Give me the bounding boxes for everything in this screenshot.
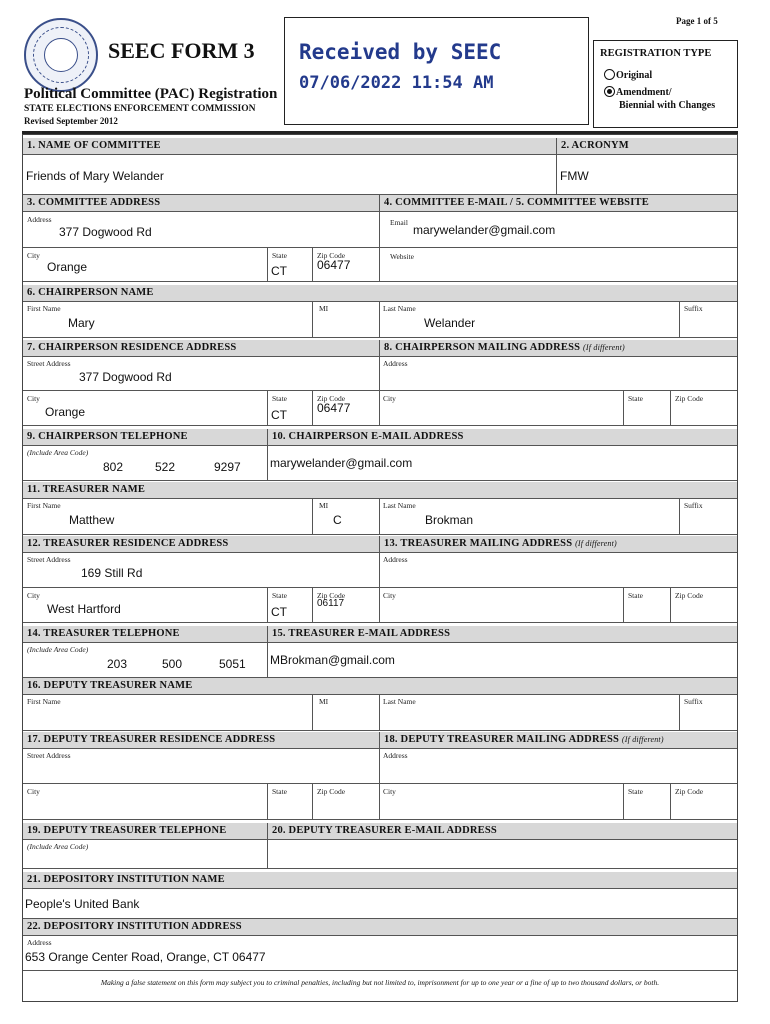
depository-address-field[interactable] [23,936,737,971]
section-14-header: 14. TREASURER TELEPHONE [23,626,268,643]
treasurer-mailing-state-field[interactable] [624,588,671,623]
treasurer-last-name-field[interactable] [380,499,680,535]
deputy-mailing-city-field[interactable] [380,784,624,820]
chair-last-name-field[interactable] [380,302,680,338]
deputy-city-field[interactable] [23,784,268,820]
deputy-mailing-state-field[interactable] [624,784,671,820]
registration-type-box [593,40,738,128]
depository-name-value: People's United Bank [25,897,140,911]
chair-first-name-field[interactable] [23,302,313,338]
section-21-header: 21. DEPOSITORY INSTITUTION NAME [23,872,737,889]
suffix-label: Suffix [684,501,703,510]
treasurer-first-name-field[interactable] [23,499,313,535]
address-label: Address [383,555,408,564]
chair-mailing-state-field[interactable] [624,391,671,426]
chair-mailing-zip-field[interactable] [671,391,737,426]
treasurer-zip-field[interactable] [313,588,380,623]
deputy-suffix-field[interactable] [680,695,737,731]
state-label: State [272,787,287,796]
treasurer-phone-field[interactable] [23,643,268,678]
section-2-header: 2. ACRONYM [557,138,737,155]
state-label: State [628,591,643,600]
treasurer-phone-area: 203 [107,657,128,671]
deputy-email-field[interactable] [268,840,737,869]
false-statement-disclaimer: Making a false statement on this form may subject you to criminal penalties, including but not limited to, imprisonment for up to one year or a fine of up to two thousand dollars, or both. [100,978,660,987]
deputy-phone-field[interactable] [23,840,268,869]
state-label: State [628,394,643,403]
last-name-label: Last Name [383,697,416,706]
radio-unselected-icon[interactable] [604,69,615,80]
committee-email-field[interactable] [380,212,737,248]
section-18-header: 18. DEPUTY TREASURER MAILING ADDRESS (If different) [380,732,737,749]
city-label: City [27,394,40,403]
state-label: State [628,787,643,796]
state-label: State [272,394,287,403]
depository-name-field[interactable] [23,889,737,919]
chair-street-field[interactable] [23,357,380,391]
city-label: City [383,591,396,600]
treasurer-email-value: MBrokman@gmail.com [270,653,395,667]
treasurer-mi-value: C [333,513,342,527]
registration-option-original[interactable]: Original [604,69,652,82]
first-name-label: First Name [27,501,61,510]
section-13-header: 13. TREASURER MAILING ADDRESS (If different) [380,536,737,553]
address-label: Address [383,359,408,368]
section-8-header: 8. CHAIRPERSON MAILING ADDRESS (If different) [380,340,737,357]
treasurer-phone-line: 5051 [219,657,246,671]
treasurer-zip-value: 06117 [317,598,345,609]
section-12-header: 12. TREASURER RESIDENCE ADDRESS [23,536,380,553]
deputy-mailing-zip-field[interactable] [671,784,737,820]
form-body [22,134,738,1002]
committee-name-value: Friends of Mary Welander [26,169,164,183]
section-9-header: 9. CHAIRPERSON TELEPHONE [23,429,268,446]
treasurer-street-value: 169 Still Rd [81,566,143,580]
section-10-header: 10. CHAIRPERSON E-MAIL ADDRESS [268,429,737,446]
street-address-label: Street Address [27,751,71,760]
form-number: SEEC FORM 3 [108,38,255,63]
agency-name: STATE ELECTIONS ENFORCEMENT COMMISSION [24,104,256,114]
received-stamp-line: Received by SEEC [299,40,502,64]
section-20-header: 20. DEPUTY TREASURER E-MAIL ADDRESS [268,823,737,840]
committee-state-value: CT [271,264,287,278]
state-label: State [272,251,287,260]
treasurer-mailing-city-field[interactable] [380,588,624,623]
chair-mailing-city-field[interactable] [380,391,624,426]
mi-label: MI [319,697,329,706]
mi-label: MI [319,304,329,313]
address-label: Address [383,751,408,760]
street-address-label: Street Address [27,359,71,368]
first-name-label: First Name [27,304,61,313]
treasurer-last-name-value: Brokman [425,513,474,527]
radio-selected-icon[interactable] [604,86,615,97]
received-stamp-box [284,17,589,125]
registration-option-amendment[interactable]: Amendment/ [604,86,672,99]
committee-city-value: Orange [47,260,88,274]
committee-address-value: 377 Dogwood Rd [59,225,152,239]
city-label: City [383,394,396,403]
area-code-label: (Include Area Code) [27,448,89,457]
form-title: Political Committee (PAC) Registration [24,86,278,102]
zip-label: Zip Code [317,394,346,403]
revision-date: Revised September 2012 [24,116,118,126]
deputy-zip-field[interactable] [313,784,380,820]
section-7-header: 7. CHAIRPERSON RESIDENCE ADDRESS [23,340,380,357]
treasurer-state-value: CT [271,605,287,619]
zip-label: Zip Code [317,787,346,796]
zip-label: Zip Code [317,251,346,260]
suffix-label: Suffix [684,304,703,313]
chair-mailing-address-field[interactable] [380,357,737,391]
treasurer-first-name-value: Matthew [69,513,115,527]
chair-city-value: Orange [45,405,86,419]
city-label: City [383,787,396,796]
deputy-state-field[interactable] [268,784,313,820]
registration-type-heading: REGISTRATION TYPE [600,48,712,59]
acronym-value: FMW [560,169,589,183]
treasurer-phone-prefix: 500 [162,657,183,671]
chair-phone-line: 9297 [214,460,241,474]
first-name-label: First Name [27,697,61,706]
email-label: Email [390,218,408,227]
committee-city-field[interactable] [23,248,268,282]
committee-name-field[interactable] [23,155,557,195]
zip-label: Zip Code [317,591,346,600]
city-label: City [27,591,40,600]
registration-option-amendment-sub: Biennial with Changes [619,100,716,111]
treasurer-mailing-address-field[interactable] [380,553,737,588]
zip-label: Zip Code [675,787,704,796]
chair-zip-value: 06477 [317,401,351,415]
treasurer-email-field[interactable] [268,643,737,678]
section-1-header: 1. NAME OF COMMITTEE [23,138,557,155]
treasurer-city-value: West Hartford [47,602,121,616]
city-label: City [27,787,40,796]
suffix-label: Suffix [684,697,703,706]
section-16-header: 16. DEPUTY TREASURER NAME [23,678,737,695]
treasurer-state-field[interactable] [268,588,313,623]
chair-state-field[interactable] [268,391,313,426]
depository-address-value: 653 Orange Center Road, Orange, CT 06477 [25,950,266,964]
deputy-mi-field[interactable] [313,695,380,731]
section-11-header: 11. TREASURER NAME [23,482,737,499]
chair-phone-area: 802 [103,460,124,474]
chair-phone-prefix: 522 [155,460,176,474]
treasurer-city-field[interactable] [23,588,268,623]
deputy-first-name-field[interactable] [23,695,313,731]
street-address-label: Street Address [27,555,71,564]
section-17-header: 17. DEPUTY TREASURER RESIDENCE ADDRESS [23,732,380,749]
section-22-header: 22. DEPOSITORY INSTITUTION ADDRESS [23,919,737,936]
deputy-mailing-address-field[interactable] [380,749,737,784]
committee-address-field[interactable] [23,212,380,248]
committee-state-field[interactable] [268,248,313,282]
acronym-field[interactable] [557,155,737,195]
area-code-label: (Include Area Code) [27,842,89,851]
committee-email-value: marywelander@gmail.com [413,223,556,237]
committee-website-field[interactable] [380,248,737,282]
last-name-label: Last Name [383,304,416,313]
address-label: Address [27,938,52,947]
committee-zip-field[interactable] [313,248,380,282]
last-name-label: Last Name [383,501,416,510]
deputy-street-field[interactable] [23,749,380,784]
chair-city-field[interactable] [23,391,268,426]
treasurer-mailing-zip-field[interactable] [671,588,737,623]
section-15-header: 15. TREASURER E-MAIL ADDRESS [268,626,737,643]
zip-label: Zip Code [675,591,704,600]
chair-zip-field[interactable] [313,391,380,426]
chair-first-name-value: Mary [68,316,95,330]
seec-seal-logo [24,18,98,92]
deputy-last-name-field[interactable] [380,695,680,731]
section-19-header: 19. DEPUTY TREASURER TELEPHONE [23,823,268,840]
chair-street-value: 377 Dogwood Rd [79,370,172,384]
treasurer-mi-field[interactable] [313,499,380,535]
website-label: Website [390,252,414,261]
treasurer-suffix-field[interactable] [680,499,737,535]
chair-last-name-value: Welander [424,316,476,330]
area-code-label: (Include Area Code) [27,645,89,654]
section-4-header: 4. COMMITTEE E-MAIL / 5. COMMITTEE WEBSITE [380,195,737,212]
city-label: City [27,251,40,260]
treasurer-street-field[interactable] [23,553,380,588]
committee-zip-value: 06477 [317,258,351,272]
page-number: Page 1 of 5 [676,16,718,26]
chair-email-value: marywelander@gmail.com [270,456,413,470]
chair-suffix-field[interactable] [680,302,737,338]
section-6-header: 6. CHAIRPERSON NAME [23,285,737,302]
state-label: State [272,591,287,600]
chair-email-field[interactable] [268,446,737,481]
chair-mi-field[interactable] [313,302,380,338]
mi-label: MI [319,501,329,510]
section-3-header: 3. COMMITTEE ADDRESS [23,195,380,212]
address-label: Address [27,215,52,224]
zip-label: Zip Code [675,394,704,403]
chair-state-value: CT [271,408,287,422]
received-stamp-datetime: 07/06/2022 11:54 AM [299,73,494,93]
chair-phone-field[interactable] [23,446,268,481]
